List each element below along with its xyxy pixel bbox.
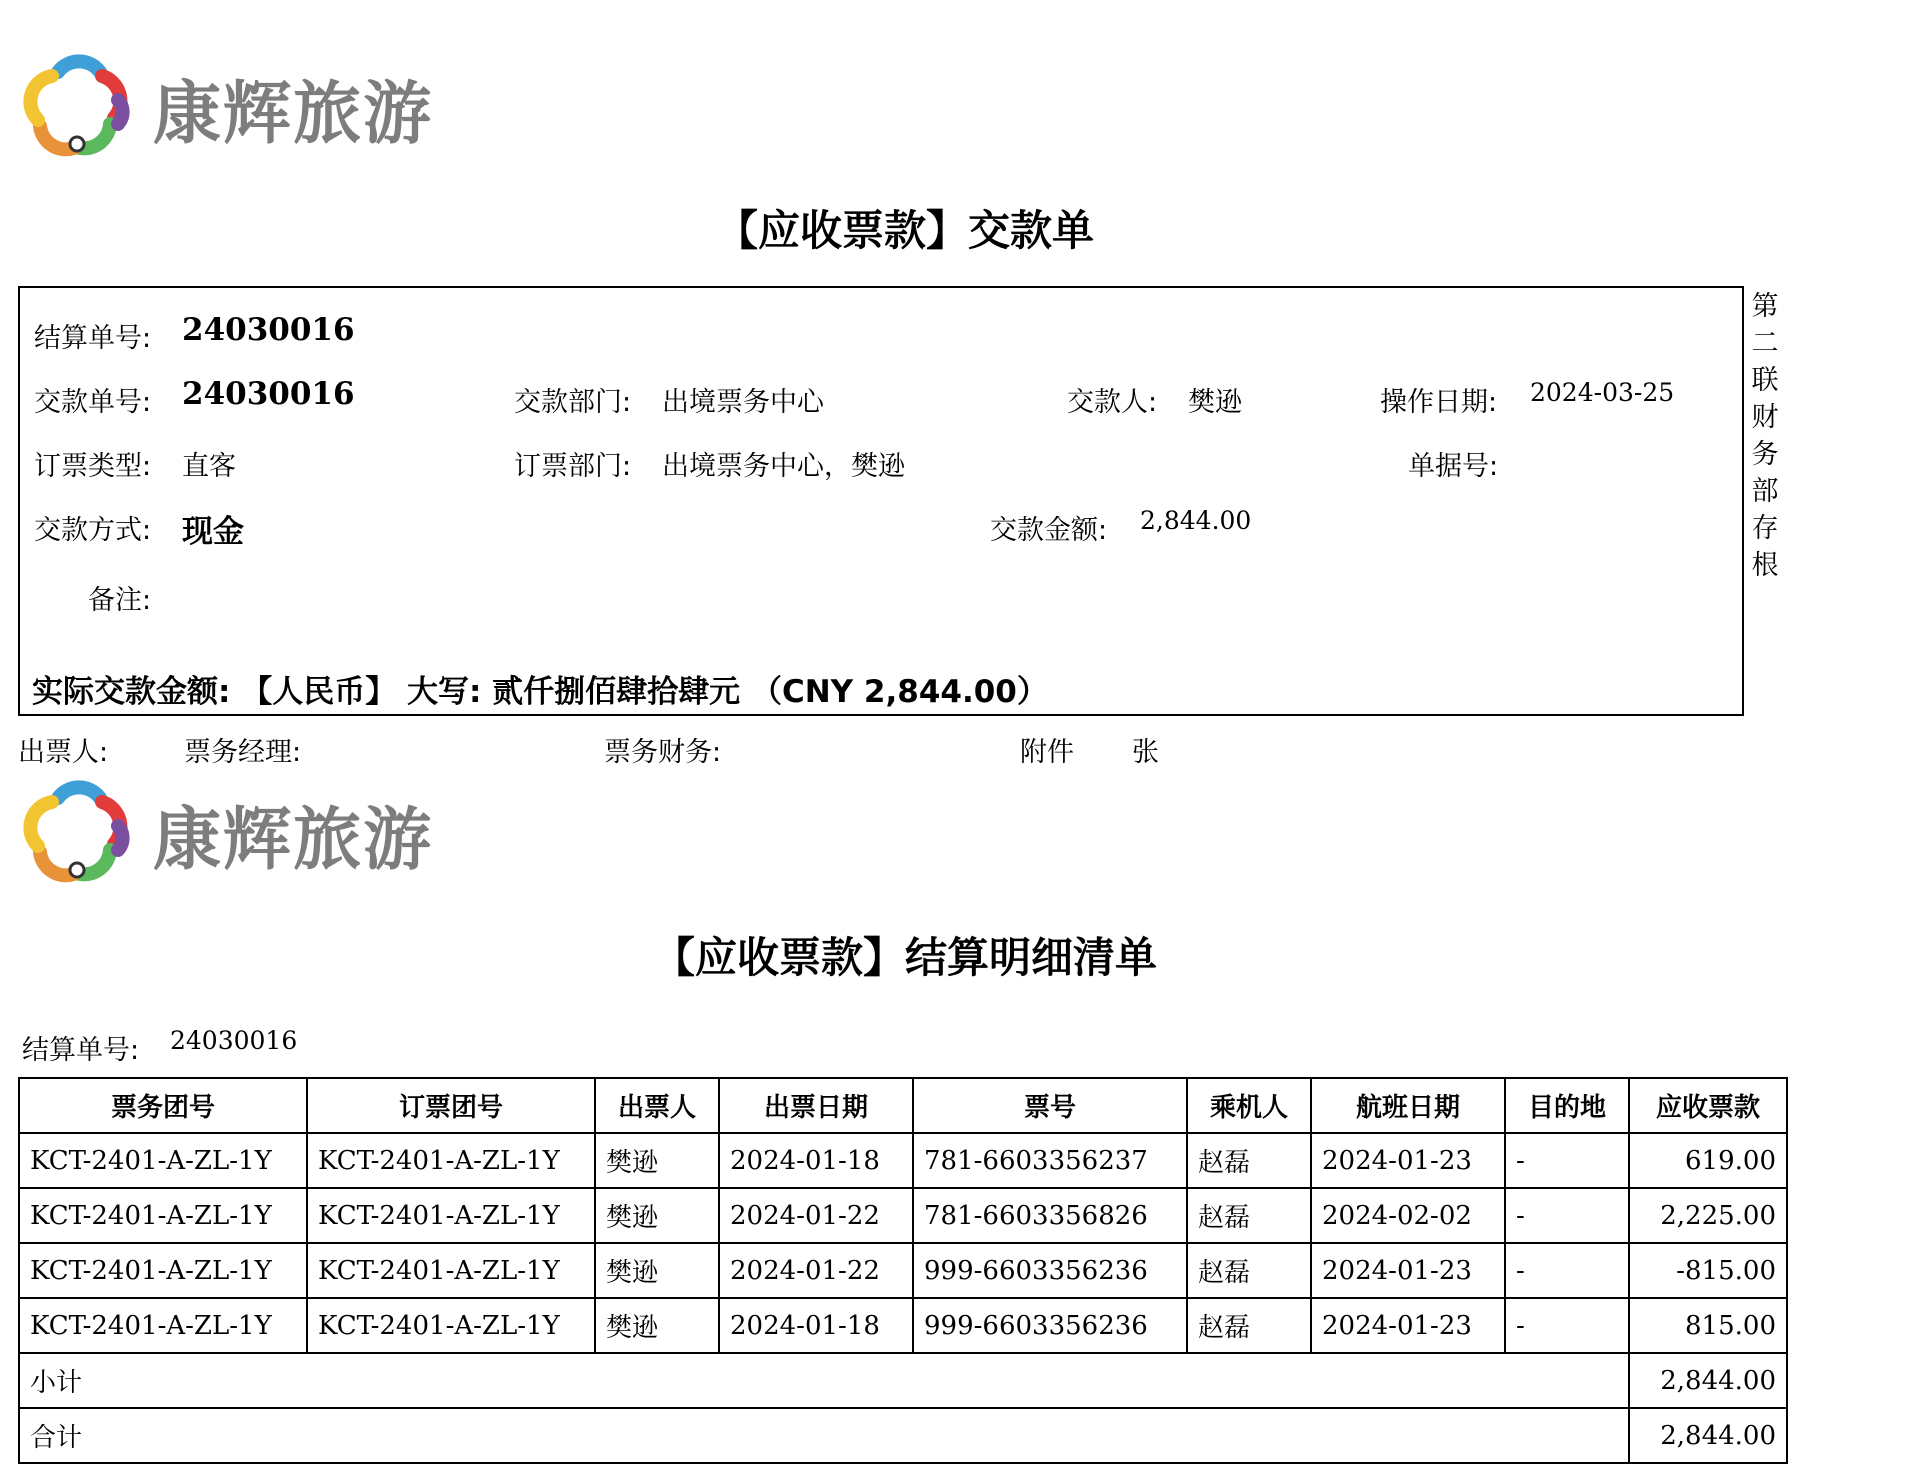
col-issue-date: 出票日期 <box>719 1078 913 1133</box>
cell-booking-group: KCT-2401-A-ZL-1Y <box>307 1298 595 1353</box>
pay-no-label: 交款单号: <box>34 387 152 418</box>
cell-ticket-no: 781-6603356237 <box>913 1133 1187 1188</box>
cell-booking-group: KCT-2401-A-ZL-1Y <box>307 1133 595 1188</box>
detail-settle-no-value: 24030016 <box>170 1026 298 1055</box>
detail-settle-no-label: 结算单号: <box>22 1035 140 1066</box>
pay-method-value: 现金 <box>182 514 244 550</box>
remark-label: 备注: <box>88 585 152 616</box>
cell-ticket-group: KCT-2401-A-ZL-1Y <box>19 1188 307 1243</box>
cell-issue-date: 2024-01-22 <box>719 1243 913 1298</box>
attachment-label: 附件 <box>1020 737 1074 768</box>
pay-no-value: 24030016 <box>182 376 355 412</box>
table-row <box>19 1243 1787 1298</box>
total-value: 2,844.00 <box>1629 1408 1787 1463</box>
finance-sign: 票务财务: <box>604 737 722 768</box>
pay-dept-label: 交款部门: <box>514 387 632 418</box>
cell-passenger: 赵磊 <box>1187 1133 1311 1188</box>
settle-no-value: 24030016 <box>182 312 355 348</box>
col-issuer: 出票人 <box>595 1078 719 1133</box>
table-header-row <box>19 1078 1787 1133</box>
table-row <box>19 1133 1787 1188</box>
receipt-box <box>18 286 1744 716</box>
cell-destination: - <box>1505 1298 1629 1353</box>
doc-no-label: 单据号: <box>1408 451 1499 482</box>
issuer-sign: 出票人: <box>18 737 109 768</box>
copy-note: 第二联财务部存根 <box>1751 291 1779 581</box>
col-destination: 目的地 <box>1505 1078 1629 1133</box>
book-dept-label: 订票部门: <box>514 451 632 482</box>
cell-destination: - <box>1505 1133 1629 1188</box>
cell-receivable: 815.00 <box>1629 1298 1787 1353</box>
col-passenger: 乘机人 <box>1187 1078 1311 1133</box>
cell-passenger: 赵磊 <box>1187 1298 1311 1353</box>
detail-table <box>18 1077 1788 1464</box>
cell-issuer: 樊逊 <box>595 1243 719 1298</box>
receipt-title: 【应收票款】交款单 <box>715 206 1094 255</box>
flower-logo-icon <box>18 42 136 160</box>
cell-ticket-no: 999-6603356236 <box>913 1243 1187 1298</box>
col-receivable: 应收票款 <box>1629 1078 1787 1133</box>
amount-value: 2,844.00 <box>1140 506 1252 535</box>
col-flight-date: 航班日期 <box>1311 1078 1505 1133</box>
cell-receivable: -815.00 <box>1629 1243 1787 1298</box>
cell-issuer: 樊逊 <box>595 1188 719 1243</box>
cell-flight-date: 2024-01-23 <box>1311 1243 1505 1298</box>
table-row <box>19 1188 1787 1243</box>
pay-method-label: 交款方式: <box>34 515 152 546</box>
brand-name: 康辉旅游 <box>153 75 434 154</box>
brand-logo <box>18 42 458 162</box>
cell-issue-date: 2024-01-18 <box>719 1298 913 1353</box>
flower-logo-icon <box>18 768 136 886</box>
cell-receivable: 2,225.00 <box>1629 1188 1787 1243</box>
cell-issuer: 樊逊 <box>595 1133 719 1188</box>
detail-title: 【应收票款】结算明细清单 <box>652 933 1157 982</box>
cell-destination: - <box>1505 1188 1629 1243</box>
cell-booking-group: KCT-2401-A-ZL-1Y <box>307 1188 595 1243</box>
payer-value: 樊逊 <box>1188 387 1242 418</box>
amount-label: 交款金额: <box>990 515 1108 546</box>
brand-logo-2 <box>18 768 458 888</box>
subtotal-value: 2,844.00 <box>1629 1353 1787 1408</box>
op-date-value: 2024-03-25 <box>1530 378 1675 407</box>
cell-passenger: 赵磊 <box>1187 1188 1311 1243</box>
actual-amount: 实际交款金额: 【人民币】 大写: 贰仟捌佰肆拾肆元 （CNY 2,844.00） <box>32 674 1048 710</box>
cell-destination: - <box>1505 1243 1629 1298</box>
cell-ticket-group: KCT-2401-A-ZL-1Y <box>19 1133 307 1188</box>
manager-sign: 票务经理: <box>184 737 302 768</box>
col-ticket-no: 票号 <box>913 1078 1187 1133</box>
cell-issuer: 樊逊 <box>595 1298 719 1353</box>
table-row <box>19 1298 1787 1353</box>
settle-no-label: 结算单号: <box>34 323 152 354</box>
payer-label: 交款人: <box>1067 387 1158 418</box>
book-type-value: 直客 <box>182 451 236 482</box>
col-booking-group: 订票团号 <box>307 1078 595 1133</box>
col-ticket-group: 票务团号 <box>19 1078 307 1133</box>
brand-name-2: 康辉旅游 <box>153 801 434 880</box>
cell-issue-date: 2024-01-22 <box>719 1188 913 1243</box>
cell-passenger: 赵磊 <box>1187 1243 1311 1298</box>
op-date-label: 操作日期: <box>1380 387 1498 418</box>
cell-ticket-no: 781-6603356826 <box>913 1188 1187 1243</box>
cell-flight-date: 2024-02-02 <box>1311 1188 1505 1243</box>
pay-dept-value: 出境票务中心 <box>662 387 824 418</box>
cell-flight-date: 2024-01-23 <box>1311 1298 1505 1353</box>
cell-booking-group: KCT-2401-A-ZL-1Y <box>307 1243 595 1298</box>
cell-issue-date: 2024-01-18 <box>719 1133 913 1188</box>
cell-ticket-group: KCT-2401-A-ZL-1Y <box>19 1298 307 1353</box>
cell-ticket-no: 999-6603356236 <box>913 1298 1187 1353</box>
total-label: 合计 <box>19 1408 1629 1463</box>
book-type-label: 订票类型: <box>34 451 152 482</box>
cell-flight-date: 2024-01-23 <box>1311 1133 1505 1188</box>
total-row <box>19 1408 1787 1463</box>
subtotal-label: 小计 <box>19 1353 1629 1408</box>
cell-ticket-group: KCT-2401-A-ZL-1Y <box>19 1243 307 1298</box>
cell-receivable: 619.00 <box>1629 1133 1787 1188</box>
subtotal-row <box>19 1353 1787 1408</box>
book-dept-value: 出境票务中心，樊逊 <box>662 451 905 482</box>
attachment-unit: 张 <box>1132 737 1159 768</box>
